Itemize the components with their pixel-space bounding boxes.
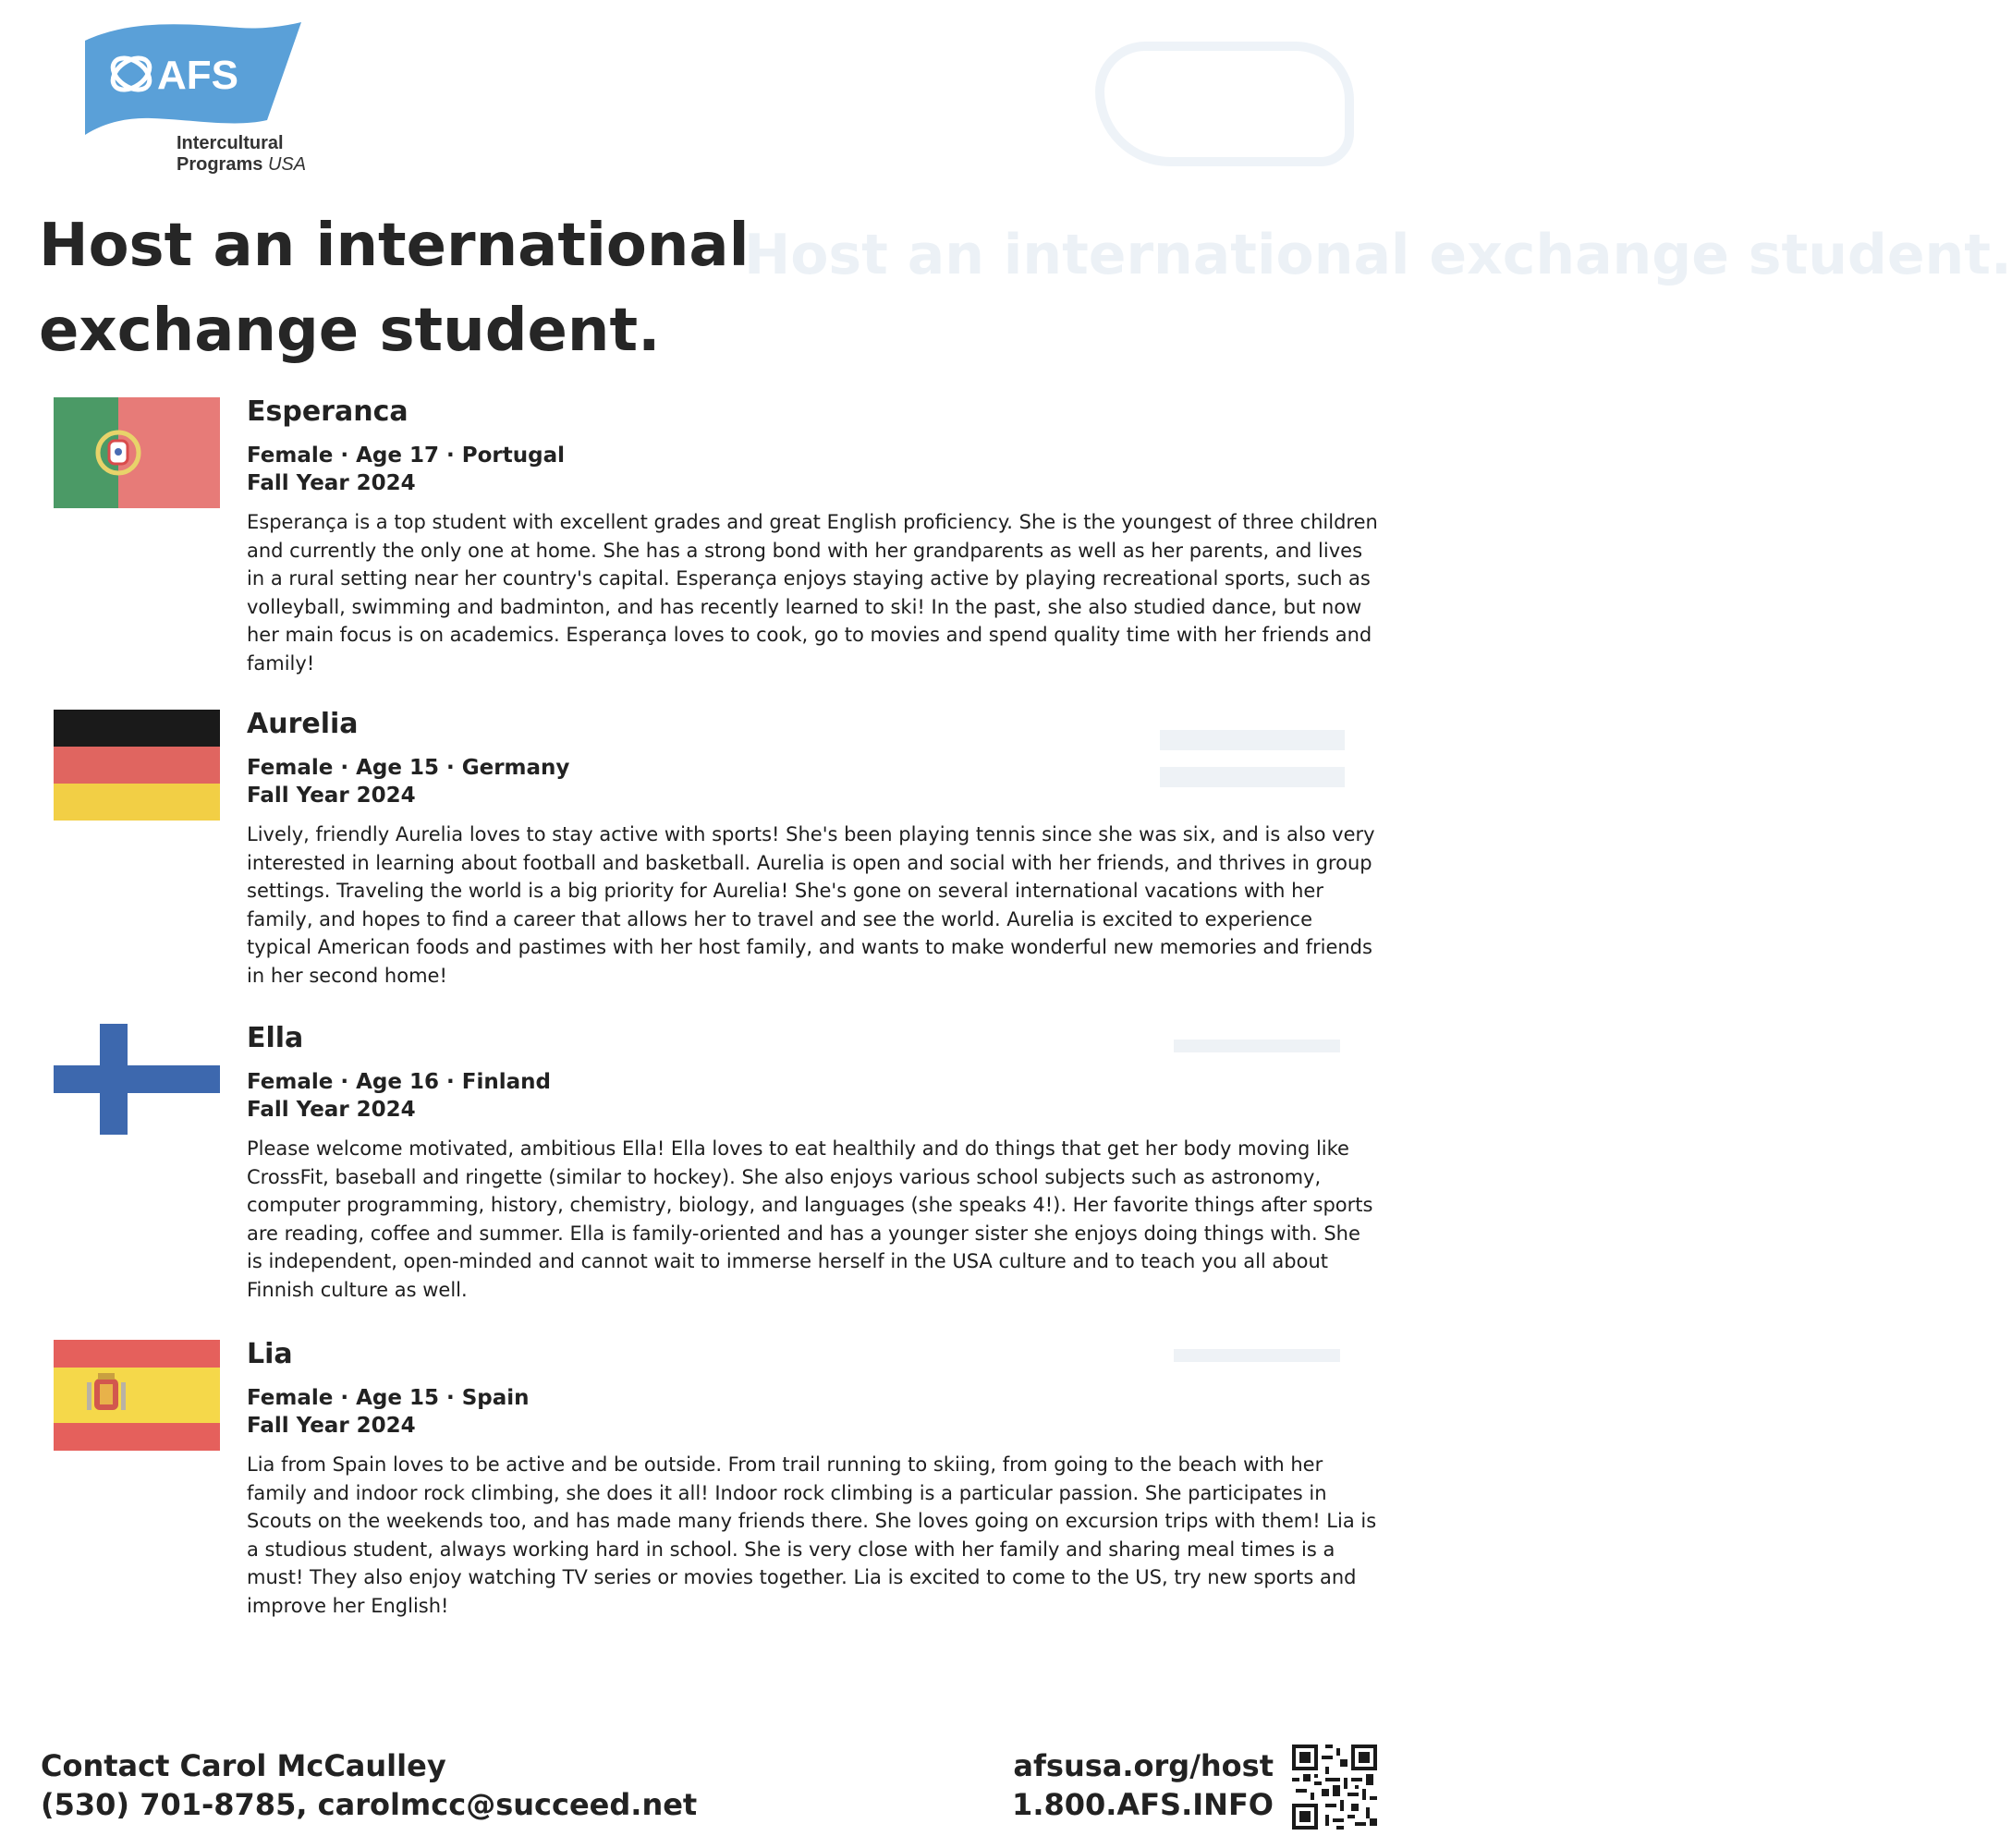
contact-name: Contact Carol McCaulley <box>41 1748 446 1783</box>
finland-flag-icon <box>54 1024 220 1135</box>
student-name: Aurelia <box>247 708 359 740</box>
student-term: Fall Year 2024 <box>247 1414 416 1438</box>
page-headline: Host an international exchange student. <box>39 212 750 365</box>
student-details: Female · Age 15 · Spain <box>247 1386 530 1410</box>
web-block <box>1012 1746 1274 1824</box>
student-info <box>247 395 1379 678</box>
student-bio: Please welcome motivated, ambitious Ella! Ella loves to eat healthily and do things that get her body moving like CrossFit, baseball and ringette (similar to hockey). She also enjoys various school subjects such as astronomy, computer programming, history, chemistry, biology, and languages (she speaks 4!). Her favorite things after sports are reading, coffee and summer. Ella is family-oriented and has a younger sister she enjoys doing things with. She is independent, open-minded and cannot wait to immerse herself in the USA culture and to teach you all about Finnish culture as well. <box>247 1137 1373 1301</box>
student-info <box>247 1022 1379 1305</box>
student-name: Lia <box>247 1338 293 1370</box>
student-term: Fall Year 2024 <box>247 471 416 495</box>
phone-number: 1.800.AFS.INFO <box>1012 1787 1274 1822</box>
student-name: Ella <box>247 1022 304 1054</box>
student-term: Fall Year 2024 <box>247 784 416 808</box>
spain-flag-icon <box>54 1340 220 1451</box>
student-details: Female · Age 16 · Finland <box>247 1070 551 1094</box>
student-bio: Esperança is a top student with excellent grades and great English proficiency. She is the youngest of three children and currently the only one at home. She has a strong bond with her grandparents as well as her parents, and lives in a rural setting near her country's capital. Esperança enjoys staying active by playing recreational sports, such as volleyball, swimming and badminton, and has recently learned to ski! In the past, she also studied dance, but now her main focus is on academics. Esperança loves to cook, go to movies and spend quality time with her friends and family! <box>247 511 1378 675</box>
afs-wordmark: AFS <box>157 53 238 98</box>
student-bio: Lia from Spain loves to be active and be outside. From trail running to skiing, from going to the beach with her family and indoor rock climbing, she does it all! Indoor rock climbing is a particular passion. She participates in Scouts on the weekends too, and has made many friends there. She loves going on excursion trips with them! Lia is a studious student, always working hard in school. She is very close with her family and sharing meal times is a must! They also enjoy watching TV series or movies together. Lia is excited to come to the US, try new sports and improve her English! <box>247 1453 1377 1617</box>
logo-tagline-line1: Intercultural <box>177 133 284 153</box>
student-name: Esperanca <box>247 395 408 428</box>
contact-block <box>41 1746 697 1824</box>
logo-tagline <box>177 133 306 176</box>
bleed-through-headline: Host an international exchange student. <box>744 223 2012 287</box>
logo-tagline-line2: Programs USA <box>177 154 307 175</box>
portugal-flag-icon <box>54 397 220 508</box>
germany-flag-icon <box>54 710 220 821</box>
afs-flag-logo-icon <box>78 20 309 131</box>
student-bio: Lively, friendly Aurelia loves to stay active with sports! She's been playing tennis since she was six, and is also very interested in learning about football and basketball. Aurelia is open and social with her friends, and thrives in group settings. Traveling the world is a big priority for Aurelia! She's gone on several international vacations with her family, and hopes to find a career that allows her to travel and see the world. Aurelia is excited to experience typical American foods and pastimes with her host family, and wants to make wonderful new memories and friends in her second home! <box>247 823 1375 987</box>
bleed-through-logo <box>1095 42 1354 166</box>
student-details: Female · Age 17 · Portugal <box>247 444 565 468</box>
website-url[interactable]: afsusa.org/host <box>1013 1748 1274 1783</box>
qr-code-icon[interactable] <box>1292 1745 1377 1830</box>
logo-tagline-usa: USA <box>267 154 307 175</box>
afs-logo <box>78 20 327 187</box>
student-info <box>247 1338 1379 1621</box>
student-details: Female · Age 15 · Germany <box>247 756 570 780</box>
student-term: Fall Year 2024 <box>247 1098 416 1122</box>
student-info <box>247 708 1379 991</box>
contact-phone-email: (530) 701-8785, carolmcc@succeed.net <box>41 1787 698 1822</box>
